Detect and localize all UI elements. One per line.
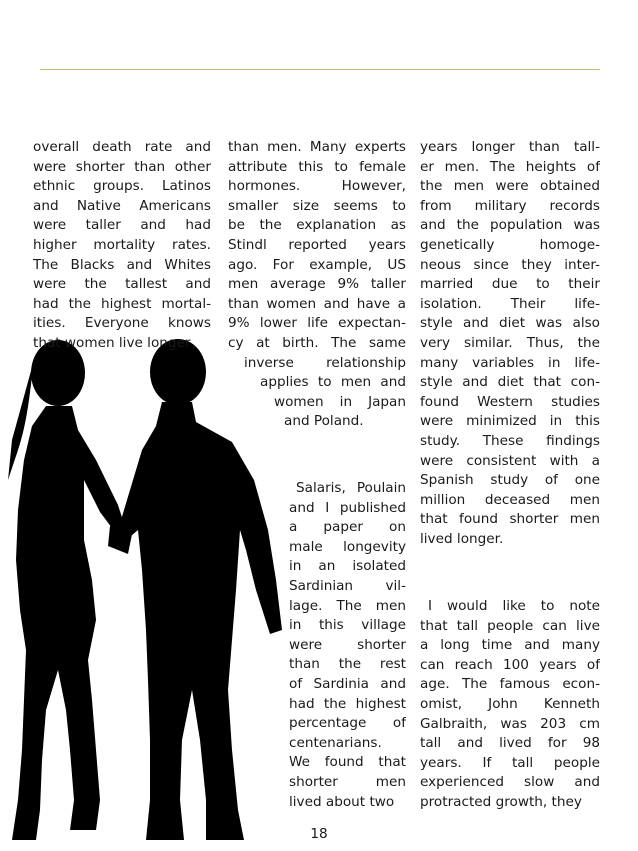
text-line: married due to their	[420, 276, 600, 293]
text-line: overall death rate and	[33, 139, 211, 155]
text-line: higher mortality rates.	[33, 237, 211, 253]
text-line: male longevity	[289, 538, 406, 555]
text-line: that found shorter men	[420, 511, 600, 528]
text-line: smaller size seems to	[228, 197, 406, 214]
text-line: age. The famous econ-	[420, 676, 600, 693]
text-line: million deceased men	[420, 491, 600, 508]
text-line: than women and have a	[228, 295, 406, 312]
text-line: and I published	[289, 499, 406, 516]
text-line: very similar. Thus, the	[420, 335, 600, 351]
text-line: cy at birth. The same	[228, 335, 406, 351]
text-line: and Native Americans	[33, 197, 211, 214]
text-line: Galbraith, was 203 cm	[420, 715, 600, 732]
text-line: the men were obtained	[420, 178, 600, 195]
text-line: men average 9% taller	[228, 276, 406, 293]
text-line: The Blacks and Whites	[33, 256, 211, 273]
text-line: experienced slow and	[420, 774, 600, 791]
text-line: were minimized in this	[420, 413, 600, 430]
text-line: protracted growth, they	[420, 794, 582, 810]
text-line: had the highest mortal-	[33, 295, 211, 312]
text-line: than men. Many experts	[228, 139, 406, 155]
text-line: lived about two	[289, 793, 395, 810]
text-line: percentage of	[289, 715, 406, 732]
text-line: er men. The heights of	[420, 158, 600, 175]
text-line: than the rest	[289, 656, 406, 673]
text-line: many variables in life-	[420, 354, 600, 371]
text-line: years longer than tall-	[420, 139, 600, 155]
text-line: were the tallest and	[33, 276, 211, 293]
couple-silhouette-image	[0, 330, 300, 851]
text-line: 9% lower life expectan-	[228, 315, 406, 332]
header-rule	[40, 69, 600, 70]
text-line: shorter men	[289, 774, 406, 790]
text-line: I would like to note	[428, 598, 600, 614]
text-line: years. If tall people	[420, 754, 600, 771]
text-line: a paper on	[289, 519, 406, 536]
text-line: ago. For example, US	[228, 256, 406, 273]
text-line: were shorter	[289, 636, 406, 653]
text-line: tall and lived for 98	[420, 735, 600, 752]
text-line: and Poland.	[284, 413, 364, 430]
text-line: style and diet that con-	[420, 374, 600, 391]
text-line: applies to men and	[260, 374, 406, 391]
text-line: Stindl reported years	[228, 237, 406, 253]
text-line: ities. Everyone knows	[33, 315, 211, 332]
text-line: and the population was	[420, 217, 600, 234]
text-line: that women live longer	[33, 335, 191, 351]
text-line: study. These findings	[420, 433, 600, 449]
text-line: women in Japan	[274, 393, 406, 410]
text-line: that tall people can live	[420, 617, 600, 634]
text-line: in this village	[289, 617, 406, 634]
text-line: isolation. Their life-	[420, 295, 600, 312]
text-line: were taller and had	[33, 217, 211, 234]
text-line: style and diet was also	[420, 315, 600, 332]
text-line: a long time and many	[420, 637, 600, 654]
text-line: from military records	[420, 197, 600, 214]
text-line: were shorter than other	[33, 158, 211, 175]
text-line: centenarians.	[289, 734, 382, 751]
text-line: can reach 100 years of	[420, 656, 600, 673]
text-line: attribute this to female	[228, 158, 406, 175]
text-line: in an isolated	[289, 558, 406, 575]
text-line: were consistent with a	[420, 452, 600, 469]
text-line: Spanish study of one	[420, 472, 600, 489]
page-number: 18	[310, 826, 328, 842]
text-line: inverse relationship	[244, 354, 406, 371]
text-line: neous since they inter-	[420, 256, 600, 273]
text-line: hormones. However,	[228, 178, 406, 195]
text-line: found Western studies	[420, 393, 600, 410]
text-line: of Sardinia and	[289, 676, 406, 692]
text-line: We found that	[289, 754, 406, 771]
text-line: omist, John Kenneth	[420, 696, 600, 712]
text-line: genetically homoge-	[420, 237, 600, 253]
text-line: lage. The men	[289, 597, 406, 614]
text-line: Salaris, Poulain	[296, 480, 406, 496]
text-line: Sardinian vil-	[289, 578, 406, 594]
text-line: be the explanation as	[228, 217, 406, 234]
text-line: had the highest	[289, 695, 406, 712]
text-line: lived longer.	[420, 531, 504, 547]
text-line: ethnic groups. Latinos	[33, 178, 211, 195]
